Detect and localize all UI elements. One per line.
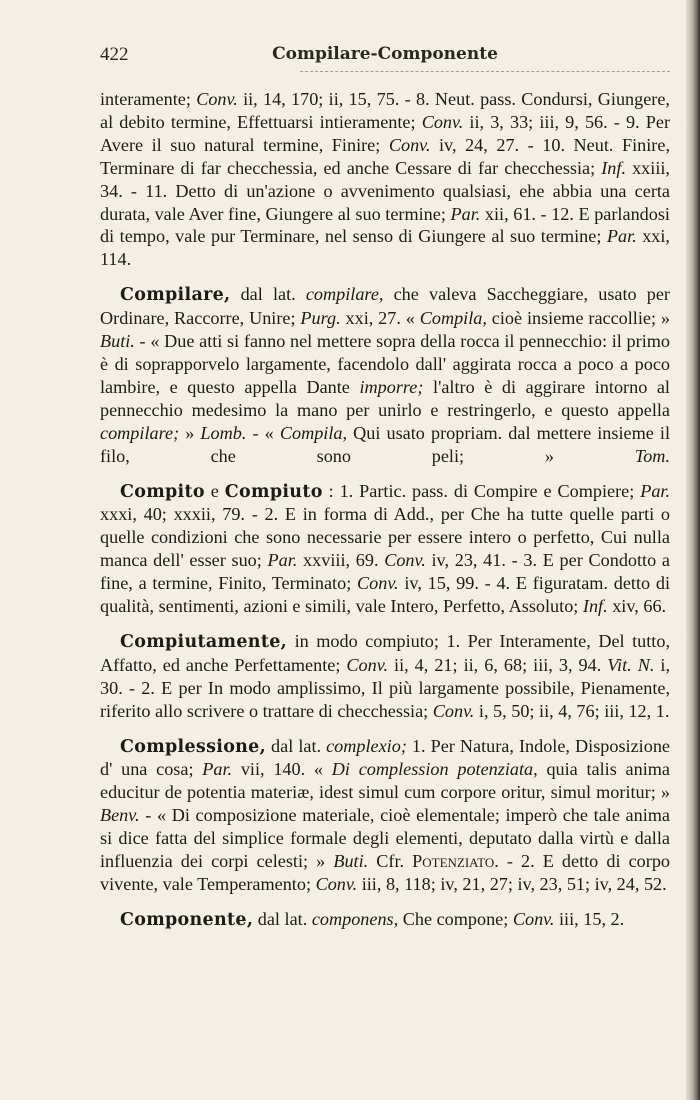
entry-complessione: Complessione, dal lat. complexio; 1. Per Natura, Indole, Disposizione d' una cosa; Par. vii, 140. « Di complession potenziata, quia talis anima educitur de potentia materiæ, idest simul cum corpore oritur, simul moritur; » Benv. - « Di composizione materiale, cioè elementale; imperò che tale anima si dice fatta del simplice formale degli elementi, deputato dalla virtù e dalla influenzia dei corpi celesti; » Buti. Cfr. Potenziato. - 2. E detto di corpo vivente, vale Temperamento; Conv. iii, 8, 118; iv, 21, 27; iv, 23, 51; iv, 24, 52. [100, 735, 671, 894]
entry-compilare: Compilare, dal lat. compilare, che valeva Saccheggiare, usato per Ordinare, Raccorre, Unire; Purg. xxi, 27. « Compila, cioè insieme raccollie; » Buti. - « Due atti si fanno nel mettere sopra della rocca il pennecchio: il primo è di soprapporvelo largamente, facendolo dall' aggirata rocca a poco a poco lambire, e questo appella Dante imporre; l'altro è di aggirare intorno al pennecchio medesimo la mano per unirlo e restringerlo, e questo appella compilare; » Lomb. - « Compila, Qui usato propriam. dal mettere insieme il filo, che sono peli; » Tom. [100, 284, 671, 466]
entry-compiutamente: Compiutamente, in modo compiuto; 1. Per Interamente, Del tutto, Affatto, ed anche Perfettamente; Conv. ii, 4, 21; ii, 6, 68; iii, 3, 94. Vit. N. i, 30. - 2. E per In modo amplissimo, Il più largamente possibile, Pienamente, riferito allo scrivere o trattare di checchessia; Conv. i, 5, 50; ii, 4, 76; iii, 12, 1. [100, 630, 671, 721]
headword: Compito [120, 481, 205, 502]
cross-reference: Potenziato [412, 851, 495, 872]
dictionary-text [100, 88, 670, 932]
headword: Compilare, [120, 285, 231, 306]
headword: Componente, [120, 909, 254, 930]
entry-componente: Componente, dal lat. componens, Che compone; Conv. iii, 15, 2. [120, 908, 625, 930]
entry-compito: Compito e Compiuto : 1. Partic. pass. di Compire e Compiere; Par. xxxi, 40; xxxii, 79. - 2. E in forma di Add., per Che ha tutte quelle parti o quelle condizioni che sono necessarie per essere intero o perfetto, Cui nulla manca dell' esser suo; Par. xxviii, 69. Conv. iv, 23, 41. - 3. E per Condotto a fine, a termine, Finito, Terminato; Conv. iv, 15, 99. - 4. E figuratam. detto di qualità, sentimenti, azioni e simili, vale Intero, Perfetto, Assoluto; Inf. xiv, 66. [100, 480, 671, 617]
headword: Compiutamente, [120, 631, 288, 652]
page-edge-shadow [686, 0, 700, 1100]
headword: Compiuto [224, 481, 323, 502]
header-rule [300, 71, 670, 72]
running-head: Compilare-Componente [272, 44, 498, 64]
page-number: 422 [100, 44, 129, 65]
headword: Complessione, [120, 736, 267, 757]
page-header [100, 44, 670, 72]
continuation-paragraph: interamente; Conv. ii, 14, 170; ii, 15, 75. - 8. Neut. pass. Condursi, Giungere, al debito termine, Effettuarsi intieramente; Conv. ii, 3, 33; iii, 9, 56. - 9. Per Avere il suo natural termine, Finire; Conv. iv, 24, 27. - 10. Neut. Finire, Terminare di far checchessia, ed anche Cessare di far checchessia; Inf. xxiii, 34. - 11. Detto di un'azione o avvenimento qualsiasi, ehe abbia una certa durata, vale Aver fine, Giungere al suo termine; Par. xii, 61. - 12. E parlandosi di tempo, vale pur Terminare, nel senso di Giungere al suo termine; Par. xxi, 114. [100, 89, 670, 270]
